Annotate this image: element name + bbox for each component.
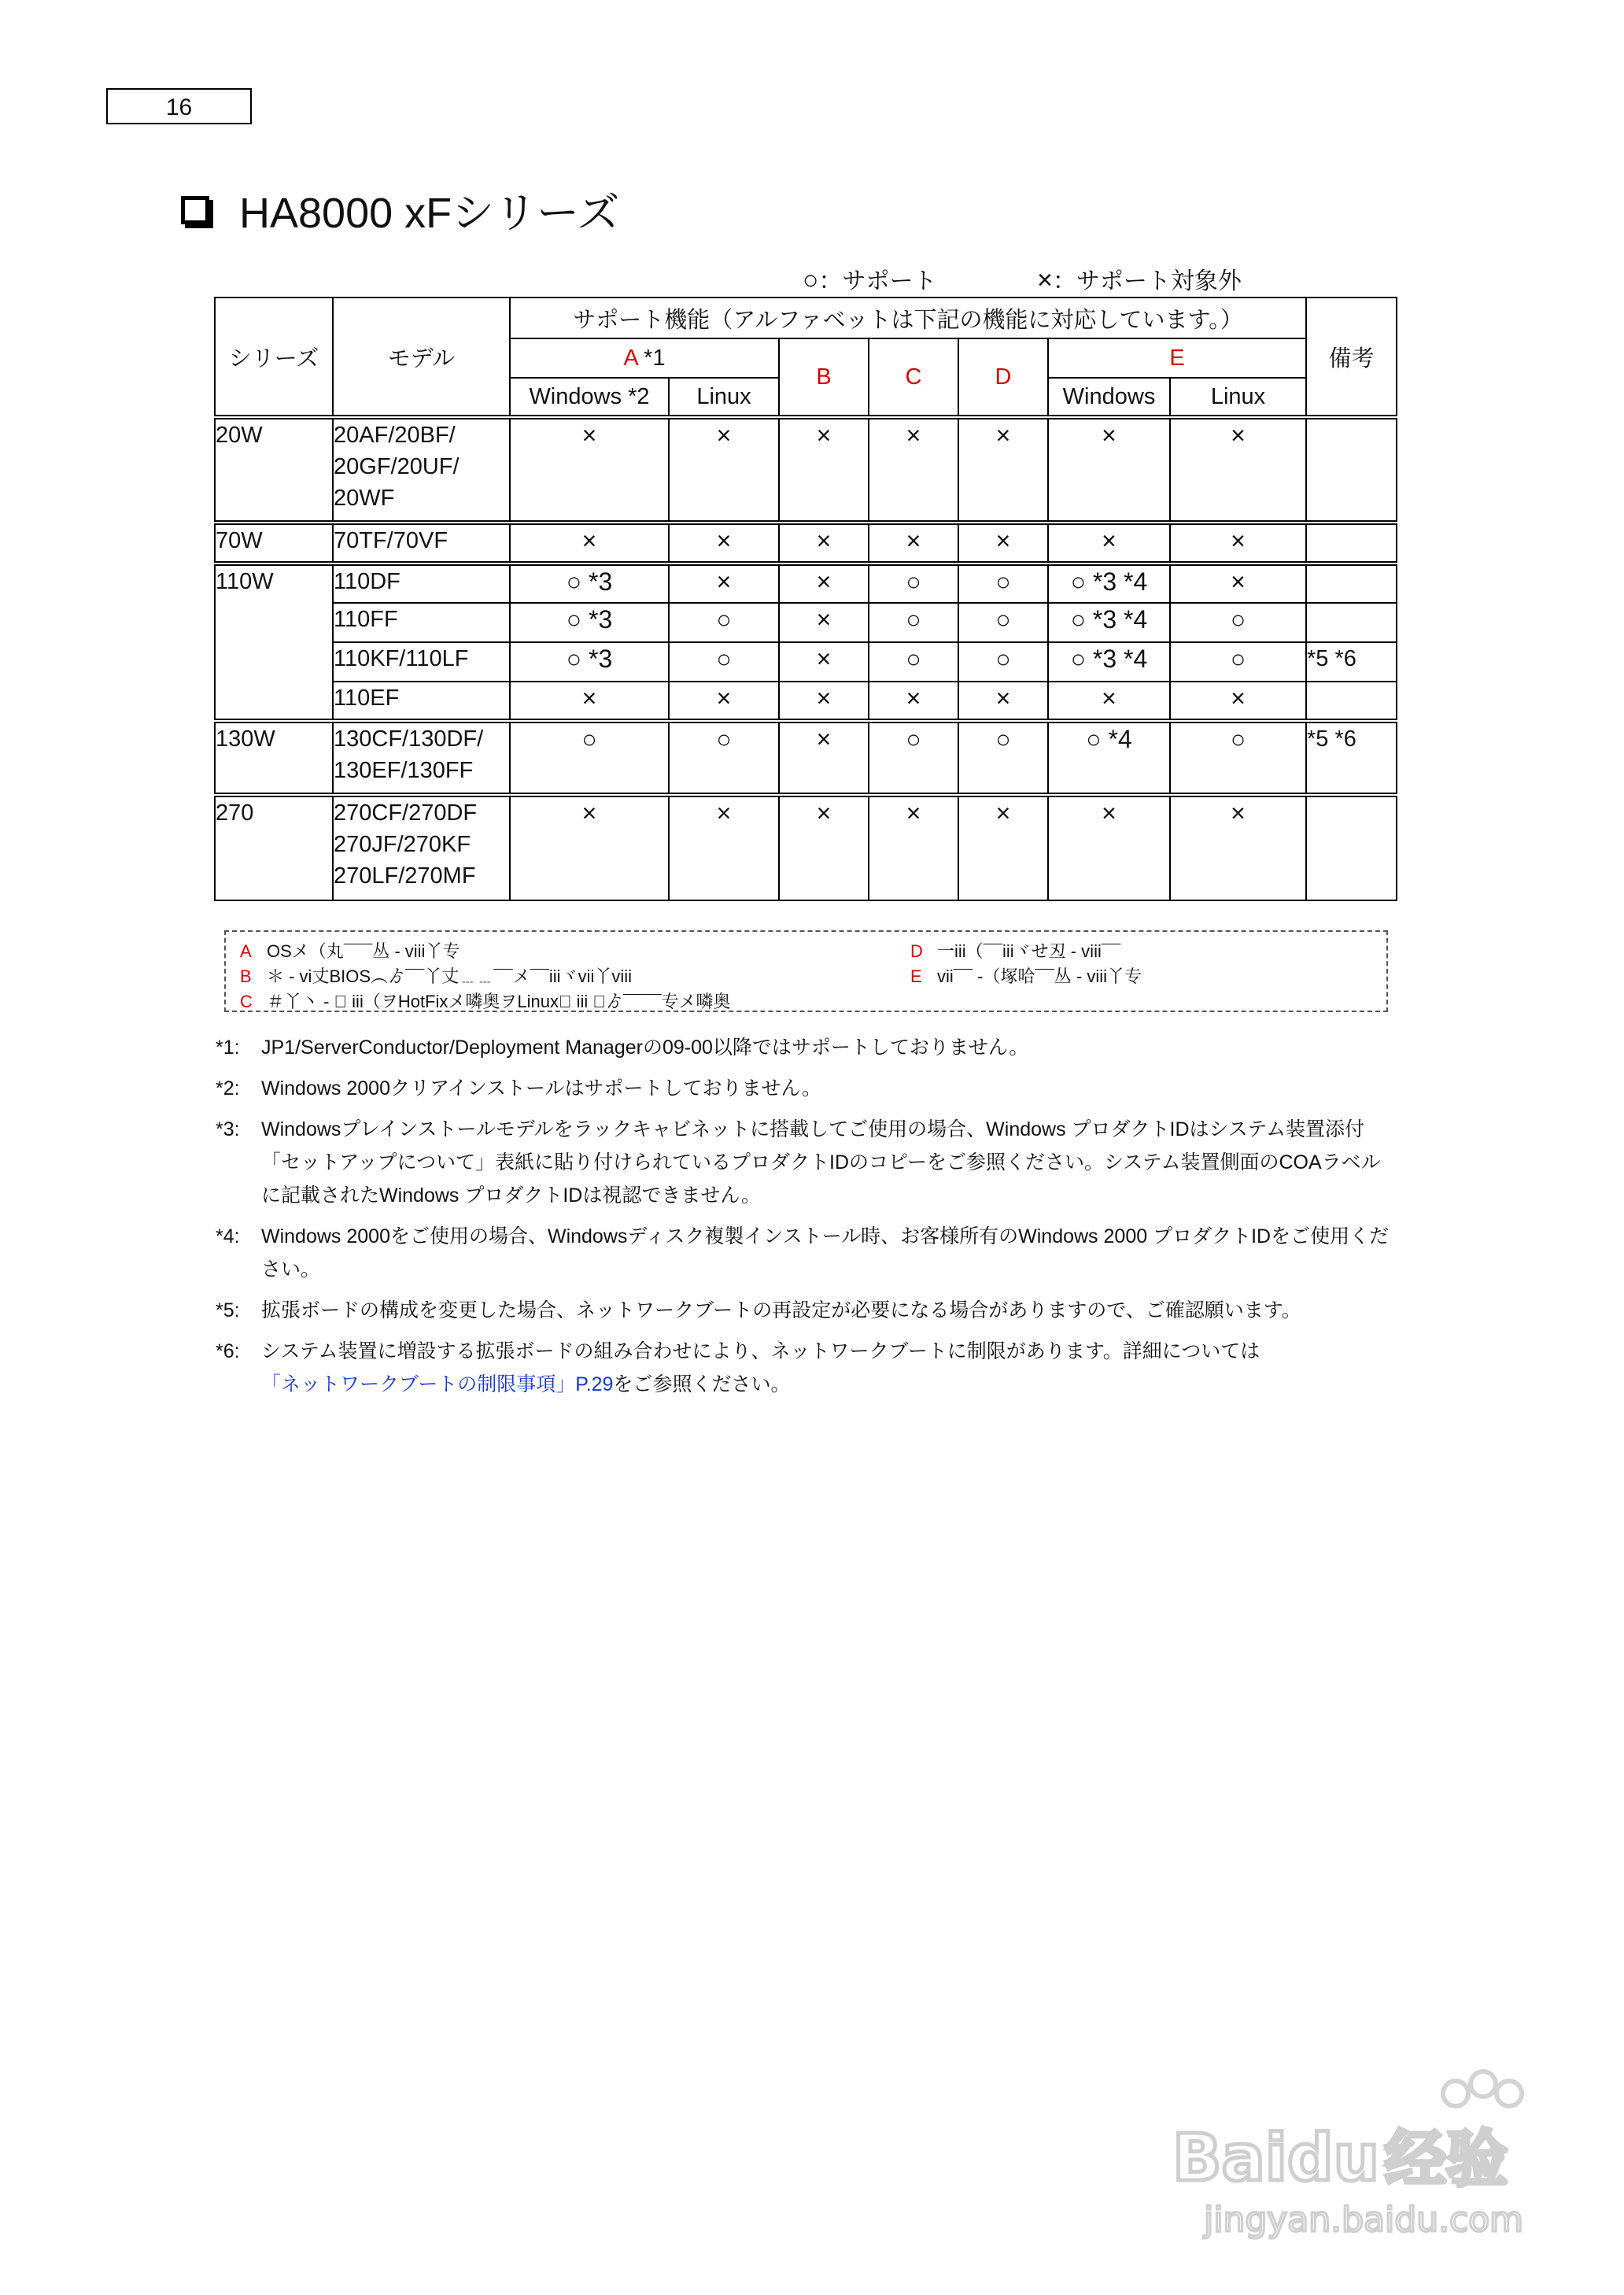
cell-notes: *5 *6 xyxy=(1306,721,1397,795)
watermark-brand: Baidu xyxy=(1172,2121,1380,2196)
cell-c: × xyxy=(869,795,958,900)
header-e-linux: Linux xyxy=(1170,378,1306,417)
abbrev-d-text: 一iii（¯¯iiiヾせ丒 - viii¯¯ xyxy=(937,941,1121,961)
cell-a-windows: × xyxy=(510,682,669,721)
footnote xyxy=(216,1294,1396,1327)
series-cell: 70W xyxy=(215,523,333,564)
cell-a-windows: × xyxy=(510,417,669,523)
cell-a-windows: × xyxy=(510,523,669,564)
cell-a-linux: ○ xyxy=(669,721,779,795)
model-cell: 110KF/110LF xyxy=(333,642,510,682)
table-row xyxy=(215,564,1397,603)
footnote-text: Windows 2000クリアインストールはサポートしておりません。 xyxy=(261,1077,821,1099)
abbrev-b-text: ＊ - vi丈BIOS︵ゟ¯¯丫丈﹍﹍¯¯メ¯¯iiiヾvii丫viii xyxy=(267,966,633,986)
header-series: シリーズ xyxy=(215,298,333,417)
page-title: HA8000 xFシリーズ xyxy=(239,190,620,237)
cell-e-linux: × xyxy=(1170,417,1306,523)
header-col-b: B xyxy=(779,338,869,417)
cell-a-windows: ○ xyxy=(510,721,669,795)
abbrev-c xyxy=(240,989,730,1013)
cell-a-linux: ○ xyxy=(669,603,779,642)
cell-notes: *5 *6 xyxy=(1306,642,1397,682)
header-notes: 備考 xyxy=(1306,298,1397,417)
cell-a-linux: × xyxy=(669,417,779,523)
footnote-6-tail: をご参照ください。 xyxy=(613,1373,791,1395)
cell-e-windows: ○ *3 *4 xyxy=(1048,603,1170,642)
watermark-url: jingyan.baidu.com xyxy=(1204,2200,1524,2240)
legend-unsupported-label: ：サポート対象外 xyxy=(1052,268,1242,294)
cell-e-linux: ○ xyxy=(1170,642,1306,682)
cell-a-linux: ○ xyxy=(669,642,779,682)
header-a-windows: Windows *2 xyxy=(510,378,669,417)
model-cell: 110DF xyxy=(333,564,510,603)
cell-e-linux: × xyxy=(1170,682,1306,721)
cell-notes xyxy=(1306,564,1397,603)
abbrev-e-text: vii¯¯ -（塚哈¯¯丛 - viii丫专 xyxy=(937,966,1142,986)
legend-support xyxy=(803,261,937,296)
table-row xyxy=(215,523,1397,564)
cell-c: ○ xyxy=(869,564,958,603)
footnote xyxy=(216,1220,1396,1286)
cell-d: × xyxy=(958,795,1048,900)
footnote-text: Windows 2000をご使用の場合、Windowsディスク複製インストール時、お客様所有のWindows 2000 プロダクトIDをご使用ください。 xyxy=(261,1225,1390,1281)
watermark-cn: 经验 xyxy=(1385,2124,1508,2195)
baidu-jingyan-watermark xyxy=(1157,2062,1550,2251)
abbrev-a xyxy=(240,938,460,963)
cell-a-windows: ○ *3 xyxy=(510,642,669,682)
table-row xyxy=(215,642,1397,682)
cell-e-windows: × xyxy=(1048,682,1170,721)
footnote xyxy=(216,1072,1396,1105)
abbrev-a-text: OSメ（丸¯¯¯丛 - viii丫专 xyxy=(267,941,460,961)
cell-notes xyxy=(1306,682,1397,721)
cell-c: ○ xyxy=(869,721,958,795)
footnote-text: Windowsプレインストールモデルをラックキャビネットに搭載してご使用の場合、Windows プロダクトIDはシステム装置添付「セットアップについて」表紙に貼り付けられているプロダクトIDのコピーをご参照ください。システム装置側面のCOAラベルに記載されたWindows プロダクトIDは視認できません。 xyxy=(261,1118,1381,1207)
header-col-a-letter: A xyxy=(623,345,638,371)
model-cell: 110FF xyxy=(333,603,510,642)
page-number: 16 xyxy=(106,88,252,124)
cell-b: × xyxy=(779,603,869,642)
header-col-a xyxy=(510,338,779,378)
cell-a-linux: × xyxy=(669,795,779,900)
cell-b: × xyxy=(779,564,869,603)
cell-d: × xyxy=(958,417,1048,523)
cell-e-windows: ○ *4 xyxy=(1048,721,1170,795)
cross-icon: × xyxy=(1037,265,1053,295)
section-heading xyxy=(181,179,619,240)
model-cell: 20AF/20BF/ 20GF/20UF/ 20WF xyxy=(333,417,510,523)
abbrev-b xyxy=(240,963,632,988)
footnote xyxy=(216,1031,1396,1064)
cell-notes xyxy=(1306,795,1397,900)
cell-c: × xyxy=(869,417,958,523)
abbrev-e xyxy=(910,963,1142,988)
header-function-group: サポート機能（アルファベットは下記の機能に対応しています。） xyxy=(510,298,1306,338)
series-cell: 20W xyxy=(215,417,333,523)
cell-c: × xyxy=(869,682,958,721)
model-cell: 130CF/130DF/ 130EF/130FF xyxy=(333,721,510,795)
cell-e-windows: × xyxy=(1048,523,1170,564)
paw-toe-icon xyxy=(1443,2081,1468,2106)
paw-toe-icon xyxy=(1471,2071,1496,2097)
cell-notes xyxy=(1306,603,1397,642)
cell-d: ○ xyxy=(958,603,1048,642)
legend-support-label: ：サポート xyxy=(818,268,937,294)
abbrev-c-key: C xyxy=(240,992,253,1011)
support-table xyxy=(214,297,1397,901)
cell-e-linux: ○ xyxy=(1170,603,1306,642)
abbrev-b-key: B xyxy=(240,966,252,986)
series-cell: 110W xyxy=(215,564,333,721)
model-cell: 70TF/70VF xyxy=(333,523,510,564)
cell-c: ○ xyxy=(869,603,958,642)
header-col-c: C xyxy=(869,338,958,417)
cell-b: × xyxy=(779,721,869,795)
header-col-d: D xyxy=(958,338,1048,417)
paw-toe-icon xyxy=(1497,2081,1522,2106)
cell-notes xyxy=(1306,417,1397,523)
header-model: モデル xyxy=(333,298,510,417)
table-row xyxy=(215,795,1397,900)
cell-d: × xyxy=(958,682,1048,721)
network-boot-restrictions-link[interactable]: 「ネットワークブートの制限事項」P.29 xyxy=(261,1373,614,1395)
cell-b: × xyxy=(779,417,869,523)
checkbox-bullet-icon xyxy=(181,196,209,224)
cell-d: ○ xyxy=(958,642,1048,682)
footnote-text xyxy=(261,1335,1396,1401)
cell-a-linux: × xyxy=(669,523,779,564)
cell-e-linux: × xyxy=(1170,795,1306,900)
circle-icon: ○ xyxy=(803,265,819,295)
footnote-number: *1: xyxy=(216,1037,240,1059)
footnote-number: *5: xyxy=(216,1299,240,1321)
cell-d: ○ xyxy=(958,564,1048,603)
abbrev-c-text: ＃丫丶 - ゙ iii（ヲHotFixメ噒奥ヲLinux゙ iii ｉゟ¯¯¯¯专メ噒奥 xyxy=(267,992,731,1011)
cell-d: ○ xyxy=(958,721,1048,795)
table-row xyxy=(215,603,1397,642)
table-row xyxy=(215,721,1397,795)
footnote-text: 拡張ボードの構成を変更した場合、ネットワークブートの再設定が必要になる場合がありますので、ご確認願います。 xyxy=(261,1299,1301,1321)
table-row xyxy=(215,682,1397,721)
footnote-number: *3: xyxy=(216,1118,240,1140)
cell-e-windows: × xyxy=(1048,795,1170,900)
model-cell: 270CF/270DF 270JF/270KF 270LF/270MF xyxy=(333,795,510,900)
cell-e-windows: ○ *3 *4 xyxy=(1048,642,1170,682)
footnote xyxy=(216,1113,1396,1212)
footnotes xyxy=(216,1031,1396,1409)
header-col-a-note: *1 xyxy=(637,345,666,371)
cell-notes xyxy=(1306,523,1397,564)
header-e-windows: Windows xyxy=(1048,378,1170,417)
footnote-number: *6: xyxy=(216,1340,240,1362)
cell-e-linux: ○ xyxy=(1170,721,1306,795)
cell-a-windows: × xyxy=(510,795,669,900)
cell-e-linux: × xyxy=(1170,564,1306,603)
footnote-number: *2: xyxy=(216,1077,240,1099)
abbrev-d xyxy=(910,938,1120,963)
model-cell: 110EF xyxy=(333,682,510,721)
cell-a-windows: ○ *3 xyxy=(510,564,669,603)
cell-a-windows: ○ *3 xyxy=(510,603,669,642)
cell-c: ○ xyxy=(869,642,958,682)
footnote xyxy=(216,1335,1396,1401)
abbrev-e-key: E xyxy=(910,966,922,986)
series-cell: 130W xyxy=(215,721,333,795)
cell-b: × xyxy=(779,523,869,564)
footnote-6-text: システム装置に増設する拡張ボードの組み合わせにより、ネットワークブートに制限があります。詳細については xyxy=(261,1340,1260,1362)
cell-e-windows: ○ *3 *4 xyxy=(1048,564,1170,603)
cell-e-linux: × xyxy=(1170,523,1306,564)
abbrev-d-key: D xyxy=(910,941,923,961)
cell-b: × xyxy=(779,682,869,721)
cell-d: × xyxy=(958,523,1048,564)
abbreviation-box xyxy=(224,930,1388,1012)
header-col-e: E xyxy=(1048,338,1306,378)
abbrev-a-key: A xyxy=(240,941,252,961)
cell-e-windows: × xyxy=(1048,417,1170,523)
table-row xyxy=(215,417,1397,523)
cell-b: × xyxy=(779,795,869,900)
legend-unsupported xyxy=(1037,261,1242,296)
series-cell: 270 xyxy=(215,795,333,900)
cell-c: × xyxy=(869,523,958,564)
header-a-linux: Linux xyxy=(669,378,779,417)
cell-a-linux: × xyxy=(669,564,779,603)
cell-b: × xyxy=(779,642,869,682)
footnote-text: JP1/ServerConductor/Deployment Managerの09-00以降ではサポートしておりません。 xyxy=(261,1037,1029,1059)
footnote-number: *4: xyxy=(216,1225,240,1247)
cell-a-linux: × xyxy=(669,682,779,721)
